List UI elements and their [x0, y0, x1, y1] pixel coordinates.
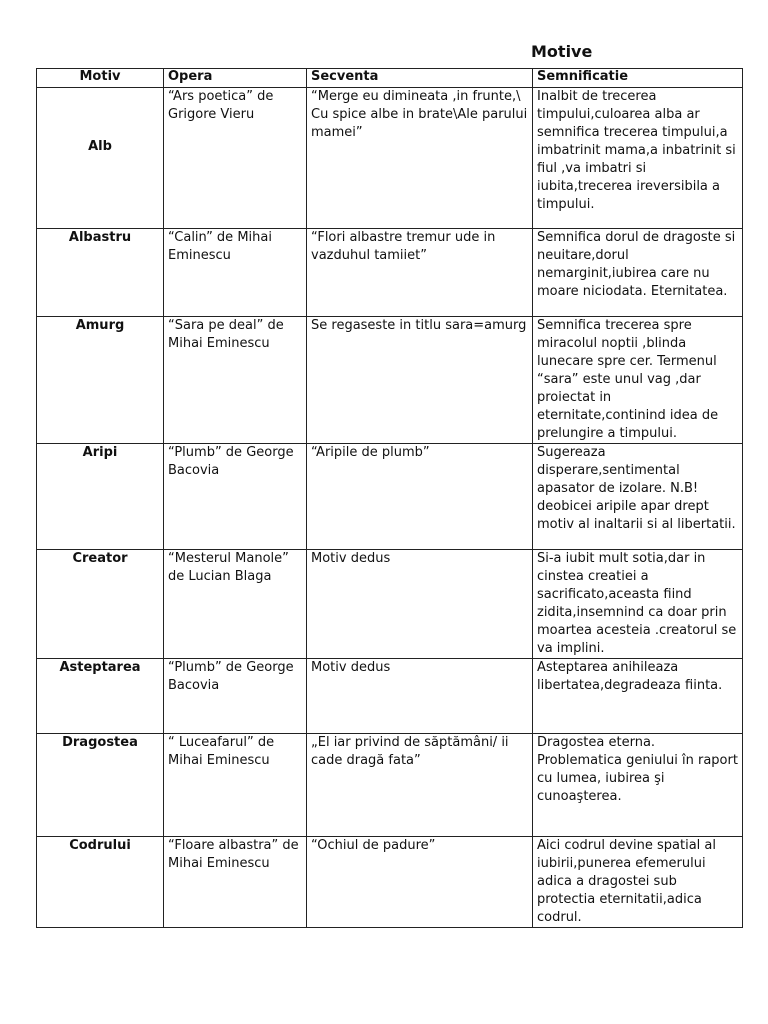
table-row — [37, 837, 743, 928]
table-row — [37, 317, 743, 444]
semnificatie-cell: Asteptarea anihileaza libertatea,degradeaza fiinta. — [533, 659, 743, 734]
table-row — [37, 88, 743, 229]
page-title: Motive — [531, 42, 593, 61]
opera-cell: “Plumb” de George Bacovia — [164, 659, 307, 734]
opera-cell: “Ars poetica” de Grigore Vieru — [164, 88, 307, 229]
header-semnificatie: Semnificatie — [533, 69, 743, 88]
opera-cell: “ Luceafarul” de Mihai Eminescu — [164, 734, 307, 837]
semnificatie-cell: Inalbit de trecerea timpului,culoarea alba ar semnifica trecerea timpului,a imbatrinit mama,a inbatrinit si fiul ,va imbatri si iubita,trecerea ireversibila a timpului. — [533, 88, 743, 229]
opera-cell: “Mesterul Manole” de Lucian Blaga — [164, 550, 307, 659]
table-header-row — [37, 69, 743, 88]
motif-cell: Albastru — [37, 229, 164, 317]
semnificatie-cell: Semnifica trecerea spre miracolul noptii ,blinda lunecare spre cer. Termenul “sara” este unul vag ,dar proiectat in eternitate,continind idea de prelungire a timpului. — [533, 317, 743, 444]
motif-cell: Dragostea — [37, 734, 164, 837]
opera-cell: “Sara pe deal” de Mihai Eminescu — [164, 317, 307, 444]
secventa-cell: „El iar privind de săptămâni/ ii cade dragă fata” — [307, 734, 533, 837]
opera-cell: “Floare albastra” de Mihai Eminescu — [164, 837, 307, 928]
semnificatie-cell: Dragostea eterna. Problematica geniului în raport cu lumea, iubirea şi cunoaşterea. — [533, 734, 743, 837]
secventa-cell: “Ochiul de padure” — [307, 837, 533, 928]
secventa-cell: Motiv dedus — [307, 659, 533, 734]
motif-cell: Asteptarea — [37, 659, 164, 734]
semnificatie-cell: Si-a iubit mult sotia,dar in cinstea creatiei a sacrificato,aceasta fiind zidita,insemnind ca doar prin moartea acesteia .creatorul se va implini. — [533, 550, 743, 659]
motif-cell: Aripi — [37, 444, 164, 550]
semnificatie-cell: Semnifica dorul de dragoste si neuitare,dorul nemarginit,iubirea care nu moare niciodata. Eternitatea. — [533, 229, 743, 317]
motif-cell: Amurg — [37, 317, 164, 444]
table-row — [37, 229, 743, 317]
table-row — [37, 734, 743, 837]
semnificatie-cell: Sugereaza disperare,sentimental apasator de izolare. N.B! deobicei aripile apar drept motiv al inaltarii si al libertatii. — [533, 444, 743, 550]
header-secventa: Secventa — [307, 69, 533, 88]
opera-cell: “Plumb” de George Bacovia — [164, 444, 307, 550]
secventa-cell: “Aripile de plumb” — [307, 444, 533, 550]
table-row — [37, 550, 743, 659]
table-row — [37, 444, 743, 550]
motif-cell: Creator — [37, 550, 164, 659]
header-motiv: Motiv — [37, 69, 164, 88]
secventa-cell: “Flori albastre tremur ude in vazduhul tamiiet” — [307, 229, 533, 317]
header-opera: Opera — [164, 69, 307, 88]
secventa-cell: Se regaseste in titlu sara=amurg — [307, 317, 533, 444]
motive-table — [36, 68, 743, 928]
motif-cell: Alb — [37, 88, 164, 229]
table-row — [37, 659, 743, 734]
secventa-cell: “Merge eu dimineata ,in frunte,\ Cu spice albe in brate\Ale parului mamei” — [307, 88, 533, 229]
semnificatie-cell: Aici codrul devine spatial al iubirii,punerea efemerului adica a dragostei sub protectia eternitatii,adica codrul. — [533, 837, 743, 928]
motif-cell: Codrului — [37, 837, 164, 928]
secventa-cell: Motiv dedus — [307, 550, 533, 659]
opera-cell: “Calin” de Mihai Eminescu — [164, 229, 307, 317]
